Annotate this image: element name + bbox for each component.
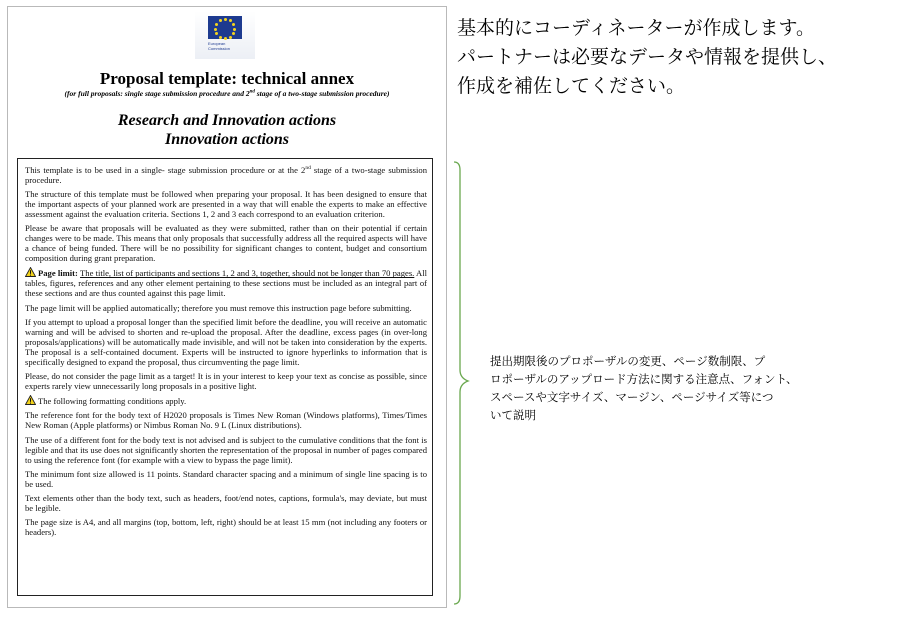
instruction-paragraph: This template is to be used in a single- stage submission procedure or at the 2nd stage of a two-stage submission procedure. [25,164,428,185]
instruction-paragraph: The page size is A4, and all margins (top, bottom, left, right) should be at least 15 mm (not including any footers or headers). [25,517,427,538]
instruction-paragraph: The minimum font size allowed is 11 points. Standard character spacing and a minimum of single line spacing is to be used. [25,468,427,489]
eu-logo-caption: European Commission [208,41,231,51]
coordinator-note-heading [457,14,897,101]
page-limit-rule: The title, list of participants and sections 1, 2 and 3, together, should not be longer than 70 pages. [80,268,415,279]
instruction-paragraph: The use of a different font for the body text is not advised and is subject to the cumulative conditions that the font is legible and that its use does not significantly shorten the representation of the proposal in number of pages compared to using the reference font (for example with a view to bypass the page limit). [25,434,427,465]
instruction-paragraph: The structure of this template must be followed when preparing your proposal. It has been designed to ensure that the important aspects of your planned work are presented in a way that will enable the experts to make an effective assessment against the evaluation criteria. Sections 1, 2 and 3 each correspond to an evaluation criterion. [25,189,427,220]
document-title: Proposal template: technical annex [99,69,355,88]
instruction-paragraph: If you attempt to upload a proposal longer than the specified limit before the deadline, you will receive an automatic warning and will be advised to shorten and re-upload the proposal. After the deadline, excess pages (in over-long proposals/applications) will be automatically made invisible, and will not be taken into consideration by the experts. The proposal is a self-contained document. Experts will be instructed to ignore hyperlinks to information that is specifically designed to expand the proposal, thus circumventing the page limit. [25,316,427,367]
document-page [7,6,447,608]
warning-triangle-icon [25,267,36,277]
warning-triangle-icon [25,395,36,405]
note-line: 提出期限後のプロポーザルの変更、ページ数制限、プ [490,354,766,368]
eu-logo [195,11,255,59]
instructions-box [17,158,433,596]
heading-line: 作成を補佐してください。 [457,75,686,97]
formatting-conditions-paragraph: The following formatting conditions apply. [25,395,427,406]
eu-flag-icon [208,16,242,39]
document-action-types [8,111,446,149]
curly-brace-icon [452,160,482,606]
action-type-research: Research and Innovation actions [117,112,337,129]
instruction-paragraph: Please, do not consider the page limit as a target! It is in your interest to keep your text as concise as possible, since experts rarely view unnecessarily long proposals in a positive light. [25,370,427,391]
note-line: いて説明 [490,408,536,422]
heading-line: 基本的にコーディネーターが作成します。 [457,17,815,39]
document-subtitle: (for full proposals: single stage submission procedure and 2nd stage of a two-stage submission procedure) [64,89,390,98]
heading-line: パートナーは必要なデータや情報を提供し、 [457,46,838,68]
note-line: スペースや文字サイズ、マージン、ページサイズ等につ [490,390,774,404]
page-limit-label: Page limit [38,268,76,279]
instruction-paragraph: The page limit will be applied automatically; therefore you must remove this instruction page before submitting. [25,302,412,313]
action-type-innovation: Innovation actions [164,131,290,148]
instruction-paragraph: The reference font for the body text of H2020 proposals is Times New Roman (Windows platforms), Times/Times New Roman (Apple platforms) or Nimbus Roman No. 9 L (Linux distributions). [25,410,427,431]
instruction-paragraph: Please be aware that proposals will be evaluated as they were submitted, rather than on their potential if certain changes were to be made. This means that only proposals that successfully address all the required aspects will have a chance of being funded. There will be no possibility for significant changes to content, budget and consortium composition during grant preparation. [25,223,427,264]
note-line: ロポーザルのアップロード方法に関する注意点、フォント、 [490,372,798,386]
instructions-summary-note [490,352,880,424]
page-limit-paragraph: Page limit: The title, list of participants and sections 1, 2 and 3, together, should not be longer than 70 pages. All tables, figures, references and any other element pertaining to these sections must be included as an integral part of these sections and are thus counted against this page limit. [25,268,427,299]
instruction-paragraph: Text elements other than the body text, such as headers, foot/end notes, captions, formula's, may deviate, but must be legible. [25,492,427,513]
